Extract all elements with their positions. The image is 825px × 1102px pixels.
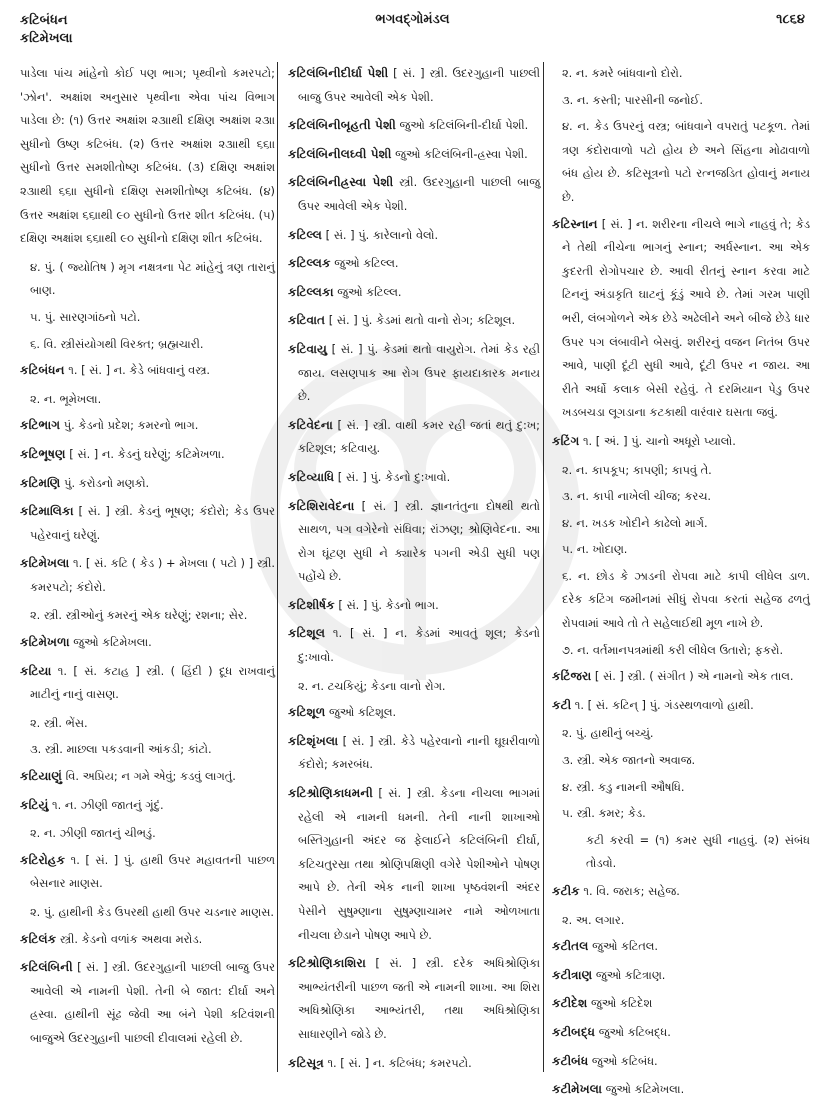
headword: કટિશિરાવેદના xyxy=(288,498,355,513)
definition: ૧. [ સં. કટાહ ] સ્ત્રી. ( હિંદી ) દૂધ રાખવાનું માટીનું નાનું વાસણ. xyxy=(30,663,275,702)
headword: કટિશીર્ષક xyxy=(288,597,335,612)
definition: ૧. [ અં. ] પું. ચાનો અધૂરો પ્યાલો. xyxy=(579,433,736,448)
dictionary-entry xyxy=(20,472,275,496)
dictionary-entry xyxy=(288,622,540,669)
sub-definition: ૪. ન. ખડક ખોદીને કાઢેલો માર્ગ. xyxy=(562,515,708,530)
headword: કટિશ્રોણિકાશિરા xyxy=(288,956,366,971)
sub-definition: ૩. સ્ત્રી. માછલા પકડવાની આંકડી; કાંટો. xyxy=(30,742,212,757)
definition: જુઓ કટિબંધ. xyxy=(588,1053,658,1068)
definition: પું. કેડનો પ્રદેશ; કમરનો ભાગ. xyxy=(60,418,199,433)
headword: કટિલંબિનીદીર્ઘા પેશી xyxy=(288,66,389,80)
headword: કટિભૂષણ xyxy=(20,446,66,461)
definition: જુઓ કટિલ્લ. xyxy=(330,256,399,271)
dictionary-entry xyxy=(288,171,540,218)
definition: ૧. [ સં. ] ન. કેડમાં આવતું શૂલ; કેડનો દુ:ખાવો. xyxy=(298,626,540,665)
definition: જુઓ કટિત્રાણ. xyxy=(592,967,666,982)
sub-definition: ૨. અ. લગાર. xyxy=(562,912,625,927)
definition: [ સં. ] સ્ત્રી. ( સંગીત ) એ નામનો એક તાલ. xyxy=(591,669,794,684)
definition: ૧. [ સં. ] ન. કટિબંધ; કમરપટો. xyxy=(323,1055,472,1070)
headword: કટિલંક xyxy=(20,931,57,946)
definition: ૧. [ સં. ] ન. કેડે બાંધવાનું વસ્ત્ર. xyxy=(64,363,211,378)
headword: કટિલંબિની xyxy=(20,960,73,975)
guide-word-bottom: કટિમેખલા xyxy=(20,31,73,46)
headword: કટિબંધન xyxy=(20,363,65,378)
definition: [ સં. ] સ્ત્રી. કેડે પહેરવાનો નાની ઘૂઘરીવાળો કંદોરો; કમરબંધ. xyxy=(298,733,540,772)
definition: [ સં. ] સ્ત્રી. વાથી કમર રહી જતાં થતું દુ:ખ; કટિશૂલ; કટિવાયુ. xyxy=(298,417,540,456)
definition: ૧. વિ. જરાક; સહેજ. xyxy=(579,884,680,898)
dictionary-entry xyxy=(20,500,275,547)
dictionary-entry xyxy=(552,694,810,718)
definition: [ સં. ] સ્ત્રી. કેડના નીચલા ભાગમાં રહેલી એ નામની ધમની. તેની નાની શાખાઓ બસ્તિગુહાની અંદર જ ફેલાઈને કટિલંબિની દીર્ઘા, કટિચતુરસ્રા તથા શ્રોણિપક્ષિણી વગેરે પેશીઓને પોષણ આપે છે. તેની એક નાની શાખા પૃષ્ઠવંશની અંદર પેસીને સુષુમ્ણાના સુષુમ્ણાચામર નામે ઓળખાતા નીચલા છેડાને પોષણ આપે છે. xyxy=(298,786,540,942)
sub-definition: ૬. ન. છોડ કે ઝાડની રોપવા માટે કાપી લીધેલ ડાળ. દરેક કટિંગ જમીનમાં સીધું રોપવા કરતાં સહેજ ઢળતું રોપવામાં આવે તો તે સહેલાઈથી મૂળ નાખે છે. xyxy=(562,568,810,631)
headword: કટિલ્લક xyxy=(288,256,331,271)
definition: જુઓ કટિલંબિની-દીર્ઘા પેશી. xyxy=(395,118,529,133)
dictionary-entry xyxy=(288,414,540,461)
headword: કટિંગ xyxy=(552,433,580,448)
definition: વિ. અપ્રિય; ન ગમે એવું; કડવું લાગતું. xyxy=(62,769,236,784)
headword: કટિરોહક xyxy=(20,852,66,867)
headword: કટિમેખળા xyxy=(20,635,70,650)
definition: ૧. ન. ઝીણી જાતનું ગૂંદું. xyxy=(48,797,164,812)
sub-definition: ૨. સ્ત્રી. સ્ત્રીઓનું કમરનું એક ઘરેણું; રશના; સેર. xyxy=(30,608,248,623)
guide-word-top: કટિબંધન xyxy=(20,13,68,28)
definition: [ સં. ] ન. શરીરના નીચલે ભાગે નાહવું તે; કેડ ને તેથી નીચેના ભાગનું સ્નાન; અર્ધસ્નાન. આ એક કુદરતી રોગોપચાર છે. આવી રીતનું સ્નાન કરવા માટે ટિનનું અંડાકૃતિ ઘાટનું કૂંડું આવે છે. તેમાં ગરમ પાણી ભરી, લંબગોળને એક છેડે અઢેલીને અને બીજે છેડે ધાર ઉપર પગ લંબાવીને બેસવું. શરીરનું વજન નિતંબ ઉપર આવે, પાણી દૂંટી સુધી આવે, દૂંટી ઉપર ન જાય. આ રીતે અર્ધો કલાક બેસી રહેવું. તે દરમિયાન પેડુ ઉપર ખડબચડા લૂગડાના કટકાથી વારંવાર ઘસતા જવું. xyxy=(562,216,810,420)
headword: કટીબદ્ધ xyxy=(552,1024,596,1039)
dictionary-entry xyxy=(288,252,540,276)
sub-definition: ૪. સ્ત્રી. કડુ નામની ઔષધિ. xyxy=(562,779,685,794)
definition: પું. કરોડનો મણકો. xyxy=(60,475,150,490)
headword: કટિશૂળ xyxy=(288,705,326,720)
dictionary-entry xyxy=(288,466,540,490)
definition: [ સં. ] પું. કેડનો ભાગ. xyxy=(334,597,439,612)
headword: કટીમેખલા xyxy=(552,1082,603,1097)
headword: કટિલ્લ xyxy=(288,227,323,242)
dictionary-entry xyxy=(288,309,540,333)
headword: કટિમેખલા xyxy=(20,556,70,571)
dictionary-entry xyxy=(552,935,810,959)
sub-definition: ૨. ન. ઝીણી જાતનું ચીભડું. xyxy=(30,826,156,841)
dictionary-entry xyxy=(20,849,275,896)
dictionary-entry xyxy=(20,765,275,789)
headword: કટિશ્રોણિકાધમની xyxy=(288,786,373,801)
definition: [ સં. ] સ્ત્રી. જ્ઞાનતંતુના દોષથી થતો સાથળ, પગ વગેરેનો સંધિવા; રાંઝણ; શ્રોણિવેદના. આ રોગ ઘૂંટણ સુધી ને ક્યારેક પગની એડી સુધી પણ પહોંચે છે. xyxy=(298,498,540,584)
headword: કટીતલ xyxy=(552,939,589,954)
headword: કટિયાણું xyxy=(20,769,63,784)
headword: કટીક xyxy=(552,884,580,898)
dictionary-entry xyxy=(288,495,540,589)
definition: ૧. [ સં. કટિન્ ] પું. ગંડસ્થળવાળો હાથી. xyxy=(571,697,754,712)
dictionary-entry xyxy=(552,964,810,988)
headword: કટિલંબિનીલઘ્વી પેશી xyxy=(288,146,392,161)
headword: કટિસૂત્ર xyxy=(288,1055,324,1070)
headword: કટી xyxy=(552,697,572,712)
definition: [ સં. ] સ્ત્રી. કેડનું ભૂષણ; કંદોરો; કેડ ઉપર પહેરવાનું ઘરેણું. xyxy=(30,504,275,542)
sub-definition: ૨. ન. ભૂમેખલા. xyxy=(30,391,102,406)
dictionary-entry xyxy=(552,1050,810,1074)
dictionary-entry xyxy=(20,414,275,438)
sub-definition: ૫. સ્ત્રી. કમર; કેડ. xyxy=(562,806,646,821)
definition: [ સં. ] સ્ત્રી. ઉદરગુહાની પાછલી બાજુ ઉપર આવેલી એ નામની પેશી. તેની બે જાત: દીર્ઘા અને હ્રસ્વા. હાથીની સૂંઢ જેવી આ બંને પેશી કટિવંશની બાજુએ ઉદરગુહાની પાછલી દીવાલમાં રહેલી છે. xyxy=(30,960,275,1045)
dictionary-entry xyxy=(552,430,810,454)
headword: કટિલ્લકા xyxy=(288,284,334,299)
definition: જુઓ કટિતલ. xyxy=(588,939,659,954)
headword: કટિયું xyxy=(20,797,49,812)
headword: કટિશૃંખલા xyxy=(288,733,339,748)
dictionary-entry xyxy=(20,552,275,599)
dictionary-entry xyxy=(288,114,540,138)
sub-definition: ૩. ન. કાપી નાખેલી ચીજ; કરચ. xyxy=(562,489,712,504)
dictionary-entry xyxy=(20,660,275,707)
sub-definition: ૩. ન. કસ્તી; પારસીની જનોઈ. xyxy=(562,92,703,107)
definition: જુઓ કટિલંબિની-હ્રસ્વા પેશી. xyxy=(391,146,528,161)
definition: [ સં. ] પું. કારેલાનો વેલો. xyxy=(322,227,439,242)
definition: [ સં. ] સ્ત્રી. ઉદરગુહાની પાછલી બાજુ ઉપર આવેલી એક પેશી. xyxy=(298,66,540,104)
sub-definition: ૨. ન. કમરે બાંધવાનો દોરો. xyxy=(562,66,683,80)
headword: કટિલંબિનીહ્રસ્વા પેશી xyxy=(288,175,394,190)
dictionary-entry xyxy=(552,1078,810,1102)
headword: કટિસ્નાન xyxy=(552,216,598,231)
headword: કટિમાલિકા xyxy=(20,504,74,519)
headword: કટિવાયુ xyxy=(288,341,328,356)
page-header xyxy=(0,0,825,56)
dictionary-entry xyxy=(288,952,540,1046)
headword: કટીદેશ xyxy=(552,996,588,1011)
headword: કટિયા xyxy=(20,663,52,678)
headword: કટિવાત xyxy=(288,313,326,328)
page-number: ૧૮૬૪ xyxy=(776,12,805,27)
definition: જુઓ કટિલ્લ. xyxy=(333,284,402,299)
dictionary-entry xyxy=(288,62,540,109)
dictionary-entry xyxy=(20,631,275,655)
dictionary-entry xyxy=(20,928,275,952)
sub-definition: ૬. વિ. સ્ત્રીસંયોગથી વિરક્ત; બ્રહ્મચારી. xyxy=(30,336,204,351)
sub-definition: ૭. ન. વર્તમાનપત્રમાંથી કરી લીધેલ ઉતારો; ફકરો. xyxy=(562,642,784,657)
dictionary-entry xyxy=(20,956,275,1050)
definition: [ સં. ] ન. કેડનું ઘરેણું; કટિમેખળા. xyxy=(65,446,225,461)
definition: જુઓ કટિમેખલા. xyxy=(602,1082,685,1097)
dictionary-entry xyxy=(288,281,540,305)
dictionary-entry xyxy=(288,338,540,409)
headword: કટીબંધ xyxy=(552,1053,589,1068)
definition: જુઓ કટિબદ્ધ. xyxy=(595,1024,671,1039)
dictionary-entry xyxy=(288,143,540,167)
dictionary-entry xyxy=(20,359,275,383)
definition: ૧. [ સં. ] પું. હાથી ઉપર મહાવતની પાછળ બેસનાર માણસ. xyxy=(30,852,275,891)
definition: સ્ત્રી. કેડનો વળાંક અથવા મરોડ. xyxy=(56,931,203,946)
definition: જુઓ કટિશૂલ. xyxy=(325,705,397,720)
sub-definition: ૨. ન. કાપકૂપ; કાપણી; કાપવું તે. xyxy=(562,462,712,477)
sub-definition: ૨. પું. હાથીનું બચ્ચું. xyxy=(562,726,654,741)
sub-definition: ૨. પું. હાથીની કેડ ઉપરથી હાથી ઉપર ચડનાર માણસ. xyxy=(30,905,275,919)
sub-definition: ૪. પું. ( જ્યોતિષ ) મૃગ નક્ષત્રના પેટ માંહેનું ત્રણ તારાનું બાણ. xyxy=(30,259,275,298)
sub-definition: ૫. ન. ખોદાણ. xyxy=(562,542,628,557)
dictionary-entry xyxy=(20,443,275,467)
column-divider xyxy=(543,62,544,1072)
sub-definition: ૪. ન. કેડ ઉપરનું વસ્ત્ર; બાંધવાને વપરાતું પટકૂળ. તેમાં ત્રણ કંદોરાવાળો પટો હોય છે અને સિંહના મોઢાવાળો બંધ હોય છે. કટિસૂત્રનો પટો રત્નજડિત હોવાનું મનાય છે. xyxy=(562,119,810,204)
dictionary-entry xyxy=(288,782,540,947)
headword: કટિવેદના xyxy=(288,417,333,432)
sub-definition: ૨. સ્ત્રી. ભેંસ. xyxy=(30,715,88,730)
dictionary-entry xyxy=(288,1052,540,1076)
dictionary-title: ભગવદ્ગોમંડલ xyxy=(375,12,450,27)
dictionary-entry xyxy=(288,224,540,248)
headword: કટિમણિ xyxy=(20,475,61,490)
column-1 xyxy=(20,62,275,1072)
dictionary-entry xyxy=(552,992,810,1016)
sub-definition: ૩. સ્ત્રી. એક જાતનો અવાજ. xyxy=(562,753,696,768)
continued-definition: પાડેલા પાંચ માંહેનો કોઈ પણ ભાગ; પૃથ્વીનો કમરપટો; 'ઝોન'. અક્ષાંશ અનુસાર પૃથ્વીના એવા પાંચ વિભાગ પાડેલા છે: (૧) ઉત્તર અક્ષાંશ ૨૩ાાથી દક્ષિણ અક્ષાંશ ૨૩ાા સુધીનો ઉષ્ણ કટિબંધ. (૨) ઉત્તર અક્ષાંશ ૨૩ાાથી ૬૬ાા સુધીનો ઉત્તર સમશીતોષ્ણ કટિબંધ. (૩) દક્ષિણ અક્ષાંશ ૨૩ાાથી ૬૬ાા સુધીનો દક્ષિણ સમશીતોષ્ણ કટિબંધ. (૪) ઉત્તર અક્ષાંશ ૬૬ાાથી ૯૦ સુધીનો ઉત્તર શીત કટિબંધ. (૫) દક્ષિણ અક્ષાંશ ૬૬ાાથી ૯૦ સુધીનો દક્ષિણ શીત કટિબંધ. xyxy=(20,66,275,246)
dictionary-entry xyxy=(552,665,810,689)
dictionary-entry xyxy=(552,880,810,904)
dictionary-entry xyxy=(20,794,275,818)
headword: કટિભાગ xyxy=(20,418,61,433)
definition: જુઓ કટિમેખલા. xyxy=(69,635,152,650)
sub-definition: ૨. ન. ટચકિયું; કેડના વાનો રોગ. xyxy=(298,678,446,693)
column-divider xyxy=(277,62,278,1072)
dictionary-entry xyxy=(552,1021,810,1045)
definition: જુઓ કટિદેશ xyxy=(587,996,653,1011)
column-3 xyxy=(552,62,810,1097)
definition: [ સં. ] પું. કેડનો દુ:ખાવો. xyxy=(334,469,451,484)
definition: [ સં. ] પું. કેડમાં થતો વાનો રોગ; કટિશૂલ. xyxy=(325,313,516,328)
column-2 xyxy=(288,62,540,1072)
headword: કટિલંબિનીબૃહતી પેશી xyxy=(288,118,396,133)
dictionary-columns xyxy=(20,62,810,1097)
headword: કટીત્રાણ xyxy=(552,967,593,982)
headword: કટિવ્યાધિ xyxy=(288,469,335,484)
idiom-note: કટી કરવી = (૧) કમર સુધી નાહવું. (૨) સંબંધ તોડવો. xyxy=(586,832,810,871)
dictionary-entry xyxy=(552,213,810,425)
definition: [ સં. ] સ્ત્રી. દરેક અધિશ્રોણિકા આભ્યંતરીની પાછળ જતી એ નામની શાખા. આ શિરા અધિશ્રોણિકા આભ્યંતરી, તથા અધિશ્રોણિકા સાધારણીને જોડે છે. xyxy=(298,956,540,1041)
definition: [ સં. ] પું. કેડમાં થતો વાયુરોગ. તેમાં કેડ રહી જાય. લસણપાક આ રોગ ઉપર ફાયદાકારક મનાય છે. xyxy=(298,341,540,404)
definition: સ્ત્રી. ઉદરગુહાની પાછલી બાજુ ઉપર આવેલી એક પેશી. xyxy=(298,175,540,213)
headword: કટિંજરા xyxy=(552,669,592,684)
definition: ૧. [ સં. કટિ ( કેડ ) + મેખલા ( પટો ) ] સ્ત્રી. કમરપટો; કંદોરો. xyxy=(30,556,275,594)
sub-definition: ૫. પું. સારણગાંઠનો પટો. xyxy=(30,309,141,324)
dictionary-entry xyxy=(288,701,540,725)
headword: કટિશૂલ xyxy=(288,626,326,641)
dictionary-entry xyxy=(288,730,540,777)
dictionary-entry xyxy=(288,594,540,618)
